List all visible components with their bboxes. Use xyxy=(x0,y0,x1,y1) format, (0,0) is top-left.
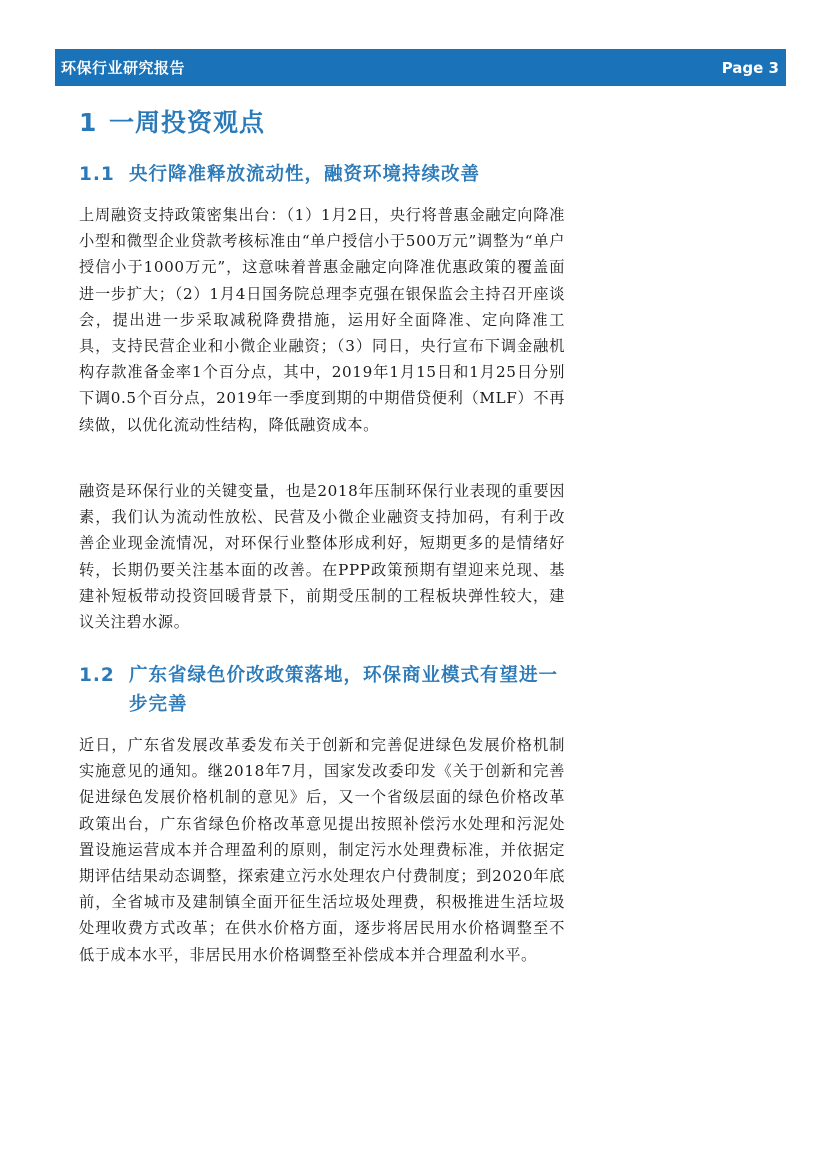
section-title: 央行降准释放流动性，融资环境持续改善 xyxy=(129,164,481,185)
section-number: 1 xyxy=(79,108,98,137)
page-number: Page 3 xyxy=(721,58,779,77)
section-heading-1-2 xyxy=(79,661,569,719)
paragraph: 上周融资支持政策密集出台：（1）1月2日，央行将普惠金融定向降准小型和微型企业贷款考核标准由“单户授信小于500万元”调整为“单户授信小于1000万元”，这意味着普惠金融定向降准优惠政策的覆盖面进一步扩大；（2）1月4日国务院总理李克强在银保监会主持召开座谈会，提出进一步采取减税降费措施，运用好全面降准、定向降准工具，支持民营企业和小微企业融资；（3）同日，央行宣布下调金融机构存款准备金率1个百分点，其中，2019年1月15日和1月25日分别下调0.5个百分点，2019年一季度到期的中期借贷便利（MLF）不再续做，以优化流动性结构，降低融资成本。 xyxy=(79,206,565,434)
section-number: 1.2 xyxy=(79,665,115,686)
page-header xyxy=(55,49,786,86)
section-heading-1 xyxy=(79,103,265,139)
report-title: 环保行业研究报告 xyxy=(61,59,186,77)
paragraph: 近日，广东省发展改革委发布关于创新和完善促进绿色发展价格机制实施意见的通知。继2018年7月，国家发改委印发《关于创新和完善促进绿色发展价格机制的意见》后，又一个省级层面的绿色价格改革政策出台，广东省绿色价格改革意见提出按照补偿污水处理和污泥处置设施运营成本并合理盈利的原则，制定污水处理费标准，并依据定期评估结果动态调整，探索建立污水处理农户付费制度；到2020年底前，全省城市及建制镇全面开征生活垃圾处理费，积极推进生活垃圾处理收费方式改革；在供水价格方面，逐步将居民用水价格调整至不低于成本水平，非居民用水价格调整至补偿成本并合理盈利水平。 xyxy=(79,736,565,964)
section-title: 广东省绿色价改政策落地，环保商业模式有望进一步完善 xyxy=(129,665,559,715)
paragraph: 融资是环保行业的关键变量，也是2018年压制环保行业表现的重要因素，我们认为流动性放松、民营及小微企业融资支持加码，有利于改善企业现金流情况，对环保行业整体形成利好，短期更多的是情绪好转，长期仍要关注基本面的改善。在PPP政策预期有望迎来兑现、基建补短板带动投资回暖背景下，前期受压制的工程板块弹性较大，建议关注碧水源。 xyxy=(79,482,565,632)
section-number: 1.1 xyxy=(79,164,115,185)
section-title: 一周投资观点 xyxy=(109,108,266,137)
section-heading-1-1 xyxy=(79,160,569,189)
